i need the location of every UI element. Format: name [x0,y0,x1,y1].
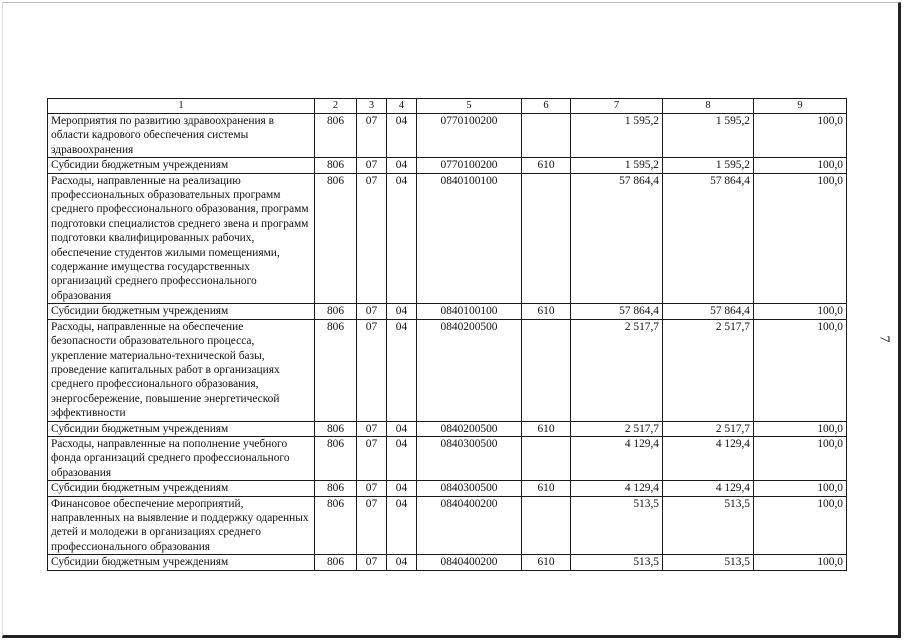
header-cell: 1 [48,99,315,114]
expense-type-cell [522,173,571,304]
ministry-code-cell: 806 [315,319,357,421]
table-row [48,319,847,421]
planned-amount-cell: 513,5 [571,496,663,555]
target-article-cell: 0840100100 [417,304,522,319]
table-row [48,173,847,304]
header-cell: 3 [357,99,387,114]
target-article-cell: 0770100200 [417,114,522,158]
header-cell: 2 [315,99,357,114]
target-article-cell: 0840400200 [417,555,522,570]
execution-percent-cell: 100,0 [754,481,847,496]
table-row [48,114,847,158]
execution-percent-cell: 100,0 [754,319,847,421]
subsection-cell: 04 [387,319,417,421]
executed-amount-cell: 4 129,4 [663,481,754,496]
ministry-code-cell: 806 [315,496,357,555]
subsection-cell: 04 [387,496,417,555]
expense-type-cell: 610 [522,304,571,319]
section-cell: 07 [357,114,387,158]
subsection-cell: 04 [387,436,417,480]
planned-amount-cell: 4 129,4 [571,436,663,480]
executed-amount-cell: 513,5 [663,496,754,555]
table-header-row [48,99,847,114]
target-article-cell: 0840200500 [417,319,522,421]
expense-type-cell: 610 [522,421,571,436]
execution-percent-cell: 100,0 [754,304,847,319]
header-cell: 5 [417,99,522,114]
subsection-cell: 04 [387,304,417,319]
expense-type-cell [522,114,571,158]
target-article-cell: 0840100100 [417,173,522,304]
planned-amount-cell: 4 129,4 [571,481,663,496]
item-name-cell: Субсидии бюджетным учреждениям [48,421,315,436]
section-cell: 07 [357,304,387,319]
subsection-cell: 04 [387,421,417,436]
section-cell: 07 [357,319,387,421]
planned-amount-cell: 2 517,7 [571,319,663,421]
expense-type-cell [522,436,571,480]
subsection-cell: 04 [387,481,417,496]
ministry-code-cell: 806 [315,421,357,436]
target-article-cell: 0840300500 [417,481,522,496]
section-cell: 07 [357,436,387,480]
table-row [48,496,847,555]
ministry-code-cell: 806 [315,304,357,319]
table-row [48,421,847,436]
execution-percent-cell: 100,0 [754,436,847,480]
target-article-cell: 0840200500 [417,421,522,436]
execution-percent-cell: 100,0 [754,496,847,555]
ministry-code-cell: 806 [315,436,357,480]
page-number: 7 [876,335,892,343]
subsection-cell: 04 [387,114,417,158]
target-article-cell: 0770100200 [417,158,522,173]
section-cell: 07 [357,421,387,436]
executed-amount-cell: 513,5 [663,555,754,570]
expense-type-cell: 610 [522,555,571,570]
section-cell: 07 [357,173,387,304]
executed-amount-cell: 57 864,4 [663,173,754,304]
header-cell: 9 [754,99,847,114]
ministry-code-cell: 806 [315,481,357,496]
execution-percent-cell: 100,0 [754,158,847,173]
planned-amount-cell: 513,5 [571,555,663,570]
expense-type-cell: 610 [522,481,571,496]
budget-table [47,98,847,571]
header-cell: 4 [387,99,417,114]
item-name-cell: Расходы, направленные на обеспечение безопасности образовательного процесса, укрепление материально-технической базы, проведение капитальных работ в организациях среднего профессионального образования, энергосбережение, повышение энергетической эффективности [48,319,315,421]
planned-amount-cell: 2 517,7 [571,421,663,436]
header-cell: 8 [663,99,754,114]
planned-amount-cell: 1 595,2 [571,158,663,173]
subsection-cell: 04 [387,158,417,173]
header-cell: 7 [571,99,663,114]
item-name-cell: Мероприятия по развитию здравоохранения в области кадрового обеспечения системы здравоохранения [48,114,315,158]
executed-amount-cell: 2 517,7 [663,319,754,421]
execution-percent-cell: 100,0 [754,173,847,304]
executed-amount-cell: 57 864,4 [663,304,754,319]
subsection-cell: 04 [387,555,417,570]
target-article-cell: 0840400200 [417,496,522,555]
execution-percent-cell: 100,0 [754,555,847,570]
table-row [48,555,847,570]
ministry-code-cell: 806 [315,555,357,570]
section-cell: 07 [357,555,387,570]
item-name-cell: Субсидии бюджетным учреждениям [48,481,315,496]
planned-amount-cell: 1 595,2 [571,114,663,158]
ministry-code-cell: 806 [315,158,357,173]
expense-type-cell [522,496,571,555]
planned-amount-cell: 57 864,4 [571,173,663,304]
executed-amount-cell: 2 517,7 [663,421,754,436]
section-cell: 07 [357,481,387,496]
executed-amount-cell: 4 129,4 [663,436,754,480]
ministry-code-cell: 806 [315,173,357,304]
item-name-cell: Субсидии бюджетным учреждениям [48,304,315,319]
section-cell: 07 [357,158,387,173]
expense-type-cell [522,319,571,421]
execution-percent-cell: 100,0 [754,114,847,158]
executed-amount-cell: 1 595,2 [663,114,754,158]
table-row [48,304,847,319]
expense-type-cell: 610 [522,158,571,173]
table-row [48,436,847,480]
section-cell: 07 [357,496,387,555]
executed-amount-cell: 1 595,2 [663,158,754,173]
execution-percent-cell: 100,0 [754,421,847,436]
item-name-cell: Расходы, направленные на реализацию профессиональных образовательных программ среднего профессионального образования, программ подготовки специалистов среднего звена и программ подготовки квалифицированных рабочих, обеспечение студентов жилыми помещениями, содержание имущества государственных организаций среднего профессионального образования [48,173,315,304]
subsection-cell: 04 [387,173,417,304]
item-name-cell: Финансовое обеспечение мероприятий, направленных на выявление и поддержку одаренных детей и молодежи в организациях среднего профессионального образования [48,496,315,555]
table-row [48,158,847,173]
item-name-cell: Субсидии бюджетным учреждениям [48,158,315,173]
table-row [48,481,847,496]
header-cell: 6 [522,99,571,114]
ministry-code-cell: 806 [315,114,357,158]
item-name-cell: Расходы, направленные на пополнение учебного фонда организаций среднего профессионального образования [48,436,315,480]
target-article-cell: 0840300500 [417,436,522,480]
item-name-cell: Субсидии бюджетным учреждениям [48,555,315,570]
planned-amount-cell: 57 864,4 [571,304,663,319]
